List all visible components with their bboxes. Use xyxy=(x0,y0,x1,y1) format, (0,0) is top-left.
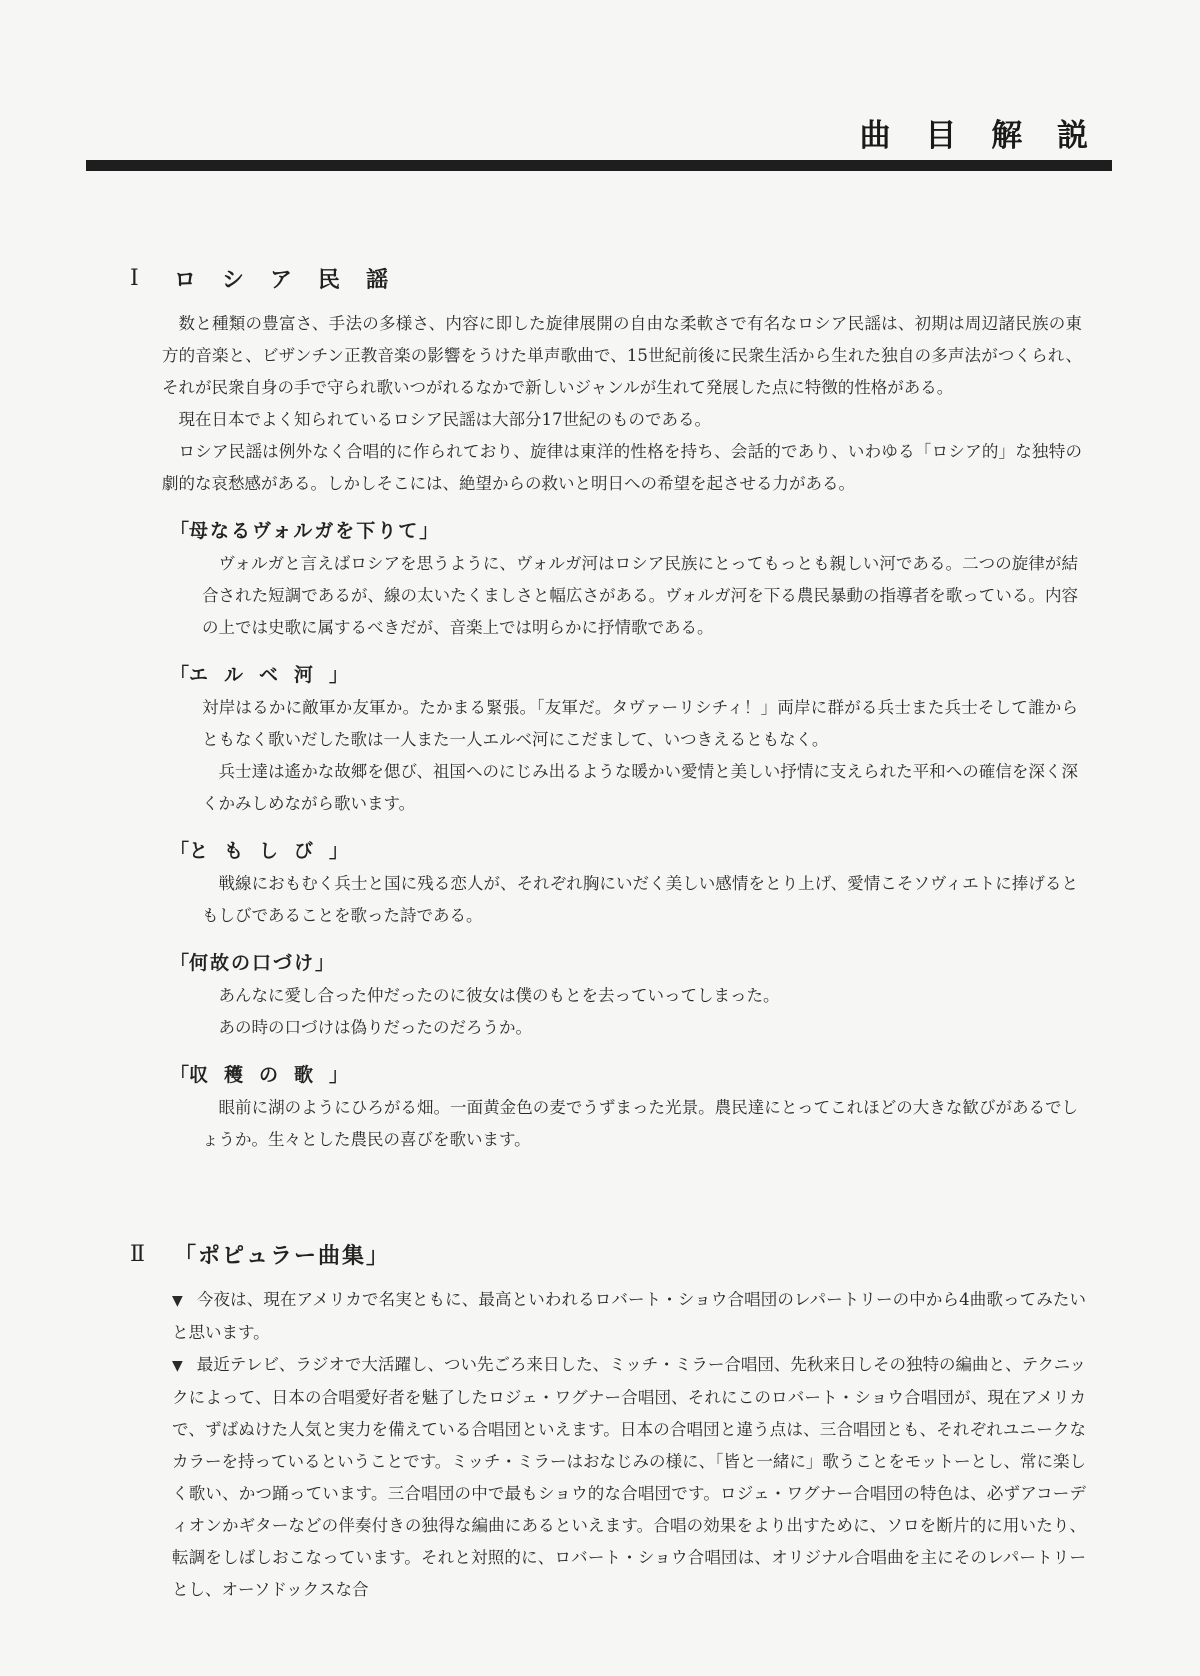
song-paragraph: 対岸はるかに敵軍か友軍か。たかまる緊張。「友軍だ。タヴァーリシチィ！」両岸に群がる兵士また兵士そして誰からともなく歌いだした歌は一人また一人エルベ河にこだまして、いつきえるともなく。 xyxy=(202,698,1078,749)
paragraph-text: 最近テレビ、ラジオで大活躍し、つい先ごろ来日した、ミッチ・ミラー合唱団、先秋来日しその独特の編曲と、テクニックによって、日本の合唱愛好者を魅了したロジェ・ワグナー合唱団、それにこのロバート・ショウ合唱団が、現在アメリカで、ずばぬけた人気と実力を備えている合唱団といえます。日本の合唱団と違う点は、三合唱団とも、それぞれユニークなカラーを持っているということです。ミッチ・ミラーはおなじみの様に、「皆と一緒に」歌うことをモットーとし、常に楽しく歌い、かつ踊っています。三合唱団の中で最もショウ的な合唱団です。ロジェ・ワグナー合唱団の特色は、必ずアコーディオンかギターなどの伴奏付きの独得な編曲にあるといえます。合唱の効果をより出すために、ソロを断片的に用いたり、転調をしばしおこなっています。それと対照的に、ロバート・ショウ合唱団は、オリジナル合唱曲を主にそのレパートリーとし、オーソドックスな合 xyxy=(172,1355,1086,1599)
song-title-text: 母なるヴォルガを下りて xyxy=(189,520,420,542)
song-title-text: エルベ河 xyxy=(189,664,330,686)
song-paragraph: 兵士達は遙かな故郷を偲び、祖国へのにじみ出るような暖かい愛情と美しい抒情に支えられた平和への確信を深く深くかみしめながら歌います。 xyxy=(202,762,1078,813)
song-description xyxy=(130,692,1078,820)
song-description xyxy=(130,548,1078,644)
paragraph-text: 今夜は、現在アメリカで名実ともに、最高といわれるロバート・ショウ合唱団のレパートリーの中から4曲歌ってみたいと思います。 xyxy=(172,1290,1086,1342)
song-title: 「エルベ河」 xyxy=(170,664,349,686)
section-title: ロシア民謡 xyxy=(174,267,415,293)
bullet-paragraph xyxy=(172,1284,1086,1349)
section-numeral: Ⅱ xyxy=(130,1241,145,1267)
song-title-text: 収穫の歌 xyxy=(189,1064,330,1086)
song-title: 「収穫の歌」 xyxy=(170,1064,349,1086)
section-popular-songs xyxy=(130,1238,1090,1606)
song-paragraph: ヴォルガと言えばロシアを思うように、ヴォルガ河はロシア民族にとってもっとも親しい河である。二つの旋律が結合された短調であるが、線の太いたくましさと幅広さがある。ヴォルガ河を下る農民暴動の指導者を歌っている。内容の上では史歌に属するべきだが、音楽上では明らかに抒情歌である。 xyxy=(202,554,1078,637)
section-numeral: Ⅰ xyxy=(130,265,139,291)
intro-paragraph: ロシア民謡は例外なく合唱的に作られており、旋律は東洋的性格を持ち、会話的であり、いわゆる「ロシア的」な独特の劇的な哀愁感がある。しかしそこには、絶望からの救いと明日への希望を起させる力がある。 xyxy=(162,442,1082,493)
song-description xyxy=(130,1092,1078,1156)
song-paragraph: 戦線におもむく兵士と国に残る恋人が、それぞれ胸にいだく美しい感情をとり上げ、愛情こそソヴィエトに捧げるともしびであることを歌った詩である。 xyxy=(202,874,1078,925)
section-russian-folk-songs xyxy=(130,262,1090,1156)
intro-paragraph: 現在日本でよく知られているロシア民謡は大部分17世紀のものである。 xyxy=(178,410,711,429)
song-tomoshibi xyxy=(130,834,1090,932)
section-title: 「ポピュラー曲集」 xyxy=(174,1243,391,1269)
section-heading xyxy=(130,1238,1090,1270)
song-title: 「何故の口づけ」 xyxy=(170,952,335,974)
song-paragraph: あの時の口づけは偽りだったのだろうか。 xyxy=(218,1018,532,1037)
song-elbe xyxy=(130,658,1090,820)
song-description xyxy=(130,868,1078,932)
song-title-text: 何故の口づけ xyxy=(189,952,316,974)
intro-paragraph: 数と種類の豊富さ、手法の多様さ、内容に即した旋律展開の自由な柔軟さで有名なロシア民謡は、初期は周辺諸民族の東方的音楽と、ビザンチン正教音楽の影響をうけた単声歌曲で、15世紀前後に民衆生活から生れた独自の多声法がつくられ、それが民衆自身の手で守られ歌いつがれるなかで新しいジャンルが生れて発展した点に特徴的性格がある。 xyxy=(162,314,1082,397)
song-harvest xyxy=(130,1058,1090,1156)
section-heading xyxy=(130,262,1090,294)
song-paragraph: 眼前に湖のようにひろがる畑。一面黄金色の麦でうずまった光景。農民達にとってこれほどの大きな歓びがあるでしょうか。生々とした農民の喜びを歌います。 xyxy=(202,1098,1078,1149)
song-volga xyxy=(130,514,1090,644)
song-title-text: ともしび xyxy=(189,840,330,862)
song-title: 「母なるヴォルガを下りて」 xyxy=(170,520,439,542)
page-title: 曲 目 解 説 xyxy=(859,118,1100,154)
title-rule xyxy=(86,160,1112,171)
section-intro xyxy=(130,308,1082,500)
bullet-paragraph xyxy=(172,1349,1086,1606)
song-title: 「ともしび」 xyxy=(170,840,349,862)
section-body xyxy=(130,1284,1086,1606)
song-paragraph: あんなに愛し合った仲だったのに彼女は僕のもとを去っていってしまった。 xyxy=(218,986,780,1005)
song-description xyxy=(130,980,1078,1044)
song-why-kiss xyxy=(130,946,1090,1044)
triangle-bullet-icon: ▼ xyxy=(172,1293,183,1309)
triangle-bullet-icon: ▼ xyxy=(172,1358,183,1374)
